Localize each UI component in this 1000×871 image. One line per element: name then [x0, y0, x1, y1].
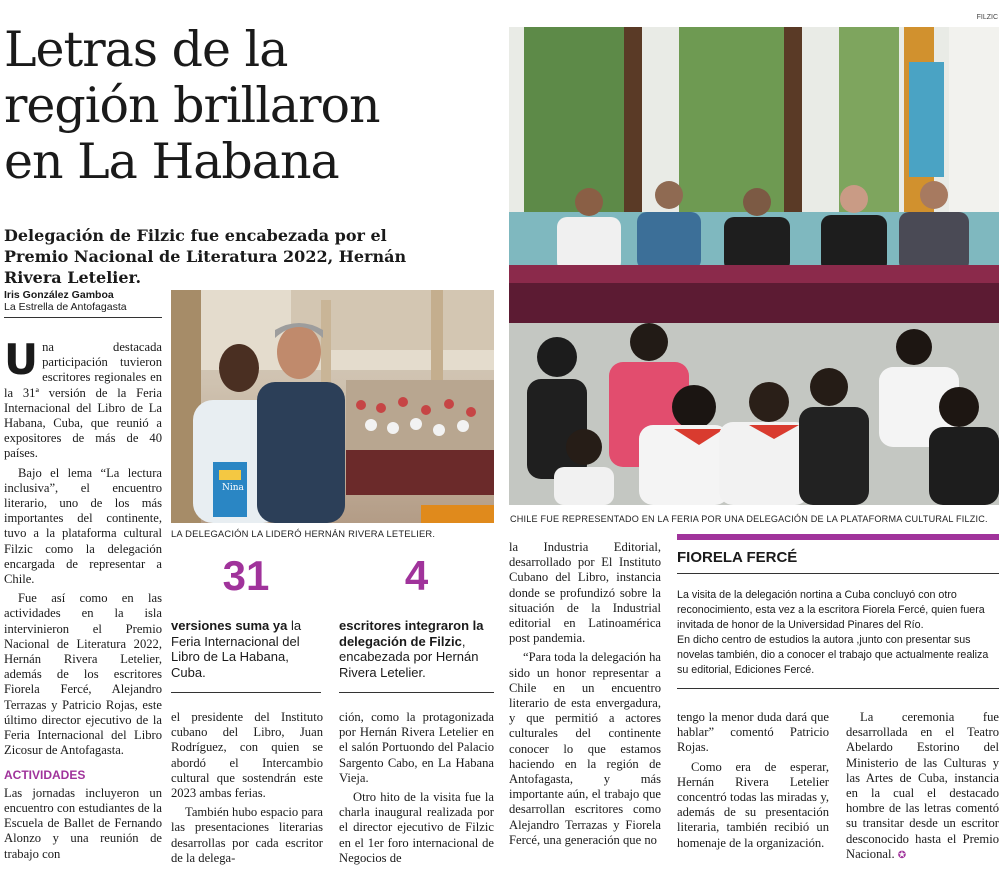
end-mark-icon: ✪: [897, 849, 907, 861]
stats-divider-2: [339, 692, 494, 693]
photo-delegation-caption: LA DELEGACIÓN LA LIDERÓ HERNÁN RIVERA LETELIER.: [171, 528, 436, 539]
photo-panel: [509, 27, 999, 505]
headline-line-3: en La Habana: [4, 133, 339, 190]
byline-divider: [4, 317, 162, 318]
column-1: [4, 335, 162, 866]
byline-outlet: La Estrella de Antofagasta: [4, 301, 127, 313]
headline-line-1: Letras de la: [4, 21, 288, 78]
photo-delegation-image: [171, 290, 494, 523]
paragraph: “Para toda la delegación ha sido un honor representar a Chile en un encuentro literario de esta envergadura, y que permitió a actores culturales del continente conocer lo que estamos haciendo en la región de Antofagasta, y más importante aún, el trabajo que desarrollan escritores como Alejandro Terrazas y Fiorela Fercé, una generación que no: [509, 650, 661, 847]
column-5: [677, 710, 829, 855]
paragraph: Otro hito de la visita fue la charla inaugural realizada por el director ejecutivo de Filzic en el 1er foro internacional de Negocios de: [339, 790, 494, 865]
sidebar-box: [677, 534, 999, 689]
stat-rest-2: , encabezada por Hernán Rivera Letelier.: [339, 633, 479, 680]
stat-text-2: [339, 618, 494, 680]
column-4: [509, 540, 661, 852]
photo-credit: FILZIC: [976, 14, 998, 21]
headline: [4, 22, 504, 190]
paragraph: ción, como la protagonizada por Hernán Rivera Letelier en el salón Portuondo del Palacio Sargento Cabo, en La Habana Vieja.: [339, 710, 494, 785]
paragraph-text: La ceremonia fue desarrollada en el Teatro Abelardo Estorino del Ministerio de las Culturas y las Artes de Cuba, instancia en la cual el destacado hombre de las letras comentó su transitar desde un escritor desconocido hasta el Premio Nacional.: [846, 710, 999, 861]
column-2: [171, 710, 323, 870]
photo-delegation: [171, 290, 494, 523]
column-3: [339, 710, 494, 870]
byline: [4, 289, 164, 313]
paragraph: La visita de la delegación nortina a Cuba concluyó con otro reconocimiento, esta vez a la escritora Fiorela Fercé, quien fuera invitada de honor de la Universidad Pinares del Río.: [677, 589, 985, 631]
sidebar-box-body: [677, 588, 999, 678]
photo-panel-caption: CHILE FUE REPRESENTADO EN LA FERIA POR UNA DELEGACIÓN DE LA PLATAFORMA CULTURAL FILZIC.: [510, 514, 988, 524]
sidebar-box-title-rule: [677, 573, 999, 574]
paragraph: También hubo espacio para las presentaciones literarias desarrollas por cada escritor de la delega-: [171, 805, 323, 865]
stat-bold-2: escritores integraron la delegación de Filzic: [339, 618, 484, 649]
stat-bold-1: versiones suma ya: [171, 618, 288, 633]
photo-panel-image: [509, 27, 999, 505]
paragraph: la Industria Editorial, desarrollado por El Instituto Cubano del Libro, instancia donde se profundizó sobre la situación de la Industrial editorial en Latinoamérica post pandemia.: [509, 540, 661, 646]
sidebar-box-title: FIORELA FERCÉ: [677, 549, 798, 566]
paragraph: En dicho centro de estudios la autora ,junto con presentar sus novelas también, dio a conocer el trabajo que actualmente realiza su editorial, Ediciones Fercé.: [677, 634, 989, 676]
stat-number-2: 4: [404, 552, 429, 599]
paragraph: el presidente del Instituto cubano del Libro, Juan Rodríguez, con quien se abordó el Intercambio cultural que sostendrán este 2023 ambas ferias.: [171, 710, 323, 801]
paragraph: Fue así como en las actividades en la isla intervinieron el Premio Nacional de Literatura 2022, Hernán Rivera Letelier, además de los escritores Fiorela Fercé, Alejandro Terrazas y Patricio Rojas, este último director ejecutivo de la Feria Internacional del Libro Zicosur de Antofagasta.: [4, 591, 162, 758]
stat-number-1: 31: [222, 552, 270, 599]
column-6: [846, 710, 999, 867]
paragraph: [846, 710, 999, 863]
paragraph-text: na destacada participación tuvieron escritores regionales en la 31ª versión de la Feria Internacional del Libro de La Habana, Cuba, que reunió a expositores de más de 40 países.: [4, 340, 162, 461]
paragraph: tengo la menor duda dará que hablar” comentó Patricio Rojas.: [677, 710, 829, 755]
book-title: Nina: [222, 483, 244, 493]
paragraph: Bajo el lema “La lectura inclusiva”, el encuentro literario, uno de los más importantes del continente, tuvo a la plataforma cultural Filzic como la delegación encargada de representar a Chile.: [4, 465, 162, 587]
paragraph: Las jornadas incluyeron un encuentro con estudiantes de la Escuela de Ballet de Fernando Alonzo y una reunión de trabajo con: [4, 785, 162, 861]
section-heading: ACTIVIDADES: [4, 768, 86, 783]
stat-rest-1: la Feria Internacional del Libro de La Habana, Cuba.: [171, 618, 302, 680]
subheadline: Delegación de Filzic fue encabezada por el Premio Nacional de Literatura 2022, Hernán Rivera Letelier.: [4, 226, 407, 287]
drop-cap: U: [4, 335, 39, 384]
paragraph: Como era de esperar, Hernán Rivera Letelier concentró todas las miradas y, además de su presentación literaria, también recibió un homenaje de la organización.: [677, 759, 829, 850]
headline-line-2: región brillaron: [4, 77, 380, 134]
byline-author: Iris González Gamboa: [4, 289, 114, 301]
sidebar-box-bottom-rule: [677, 688, 999, 689]
paragraph: [4, 335, 162, 462]
sidebar-box-top-bar: [677, 534, 999, 540]
stat-text-1: [171, 618, 321, 680]
stats-divider-1: [171, 692, 321, 693]
